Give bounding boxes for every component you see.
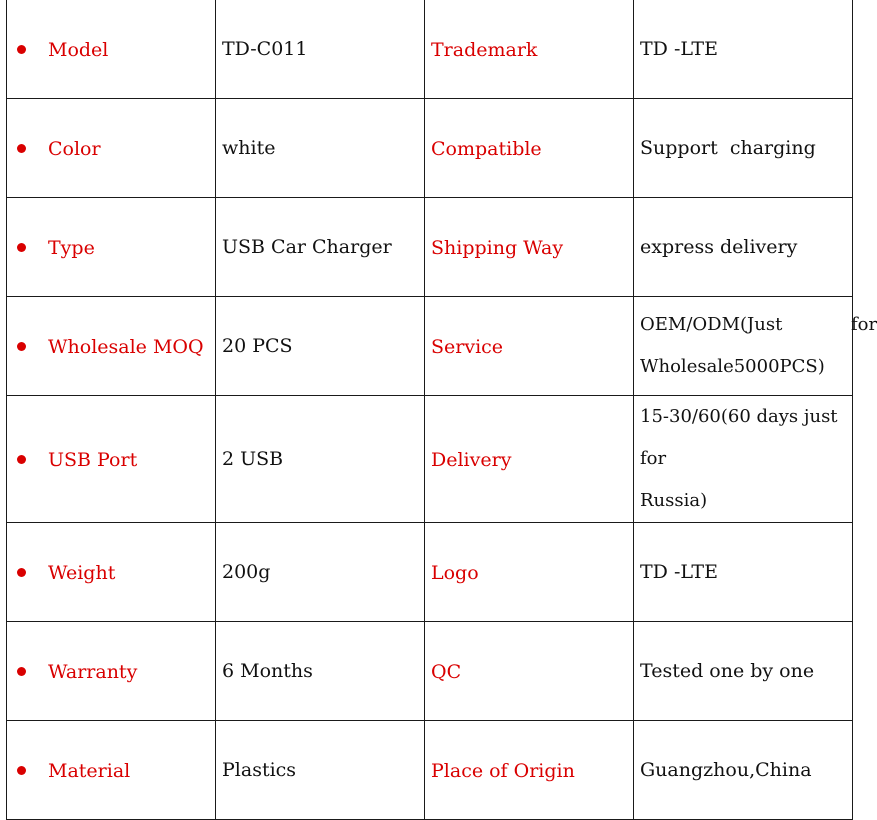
table-row — [7, 198, 853, 297]
spec-table — [6, 0, 877, 820]
spec-value-line: Wholesale5000PCS) — [640, 356, 825, 377]
spec-value-multiline — [634, 396, 853, 523]
spec-value: Tested one by one — [634, 622, 853, 721]
spec-value-line: 15-30/60(60 days just for — [640, 406, 838, 469]
label-cell — [7, 523, 216, 622]
spec-value: TD -LTE — [634, 523, 853, 622]
table-row — [7, 523, 853, 622]
spec-label: Type — [48, 236, 95, 259]
bullet-icon — [17, 45, 26, 54]
spec-value: 200g — [216, 523, 425, 622]
label-cell — [7, 0, 216, 99]
spec-label: Compatible — [431, 137, 542, 160]
spec-value: Guangzhou,China — [634, 721, 853, 820]
bullet-icon — [17, 455, 26, 464]
spec-value: USB Car Charger — [216, 198, 425, 297]
table-row — [7, 721, 853, 820]
label-cell — [7, 721, 216, 820]
label-cell — [425, 198, 634, 297]
table-row — [7, 396, 853, 523]
table-row — [7, 0, 853, 99]
spec-label: Wholesale MOQ — [48, 335, 204, 358]
spec-label: USB Port — [48, 448, 138, 471]
label-cell — [425, 721, 634, 820]
bullet-icon — [17, 766, 26, 775]
label-cell — [7, 622, 216, 721]
spec-value: 2 USB — [216, 396, 425, 523]
spec-value: 20 PCS — [216, 297, 425, 396]
table-row — [7, 99, 853, 198]
bullet-icon — [17, 144, 26, 153]
bullet-icon — [17, 568, 26, 577]
spec-label: Warranty — [48, 660, 138, 683]
spec-value: Plastics — [216, 721, 425, 820]
label-cell — [425, 297, 634, 396]
label-cell — [7, 396, 216, 523]
bullet-icon — [17, 667, 26, 676]
spec-label: Service — [431, 335, 504, 358]
label-cell — [7, 99, 216, 198]
spec-value: express delivery — [634, 198, 853, 297]
bullet-icon — [17, 342, 26, 351]
label-cell — [7, 198, 216, 297]
spec-label: Color — [48, 137, 101, 160]
spec-value-multiline — [634, 297, 877, 396]
spec-label: Weight — [48, 561, 116, 584]
spec-value: white — [216, 99, 425, 198]
spec-value-line: Russia) — [640, 490, 708, 511]
spec-value: Support charging — [634, 99, 853, 198]
table-row — [7, 622, 853, 721]
spec-value: TD -LTE — [634, 0, 853, 99]
spec-label: Model — [48, 38, 109, 61]
label-cell — [425, 396, 634, 523]
spec-value: TD-C011 — [216, 0, 425, 99]
label-cell — [425, 99, 634, 198]
bullet-icon — [17, 243, 26, 252]
label-cell — [425, 523, 634, 622]
table-row — [7, 297, 853, 396]
spec-label: Logo — [431, 561, 479, 584]
label-cell — [425, 622, 634, 721]
spec-value: 6 Months — [216, 622, 425, 721]
spec-label: Shipping Way — [431, 236, 564, 259]
spec-label: Trademark — [431, 38, 538, 61]
spec-label: Material — [48, 759, 131, 782]
spec-label: Delivery — [431, 448, 512, 471]
label-cell — [425, 0, 634, 99]
spec-label: QC — [431, 660, 462, 683]
spec-value-line: OEM/ODM(Just for — [640, 314, 877, 335]
label-cell — [7, 297, 216, 396]
spec-label: Place of Origin — [431, 759, 575, 782]
